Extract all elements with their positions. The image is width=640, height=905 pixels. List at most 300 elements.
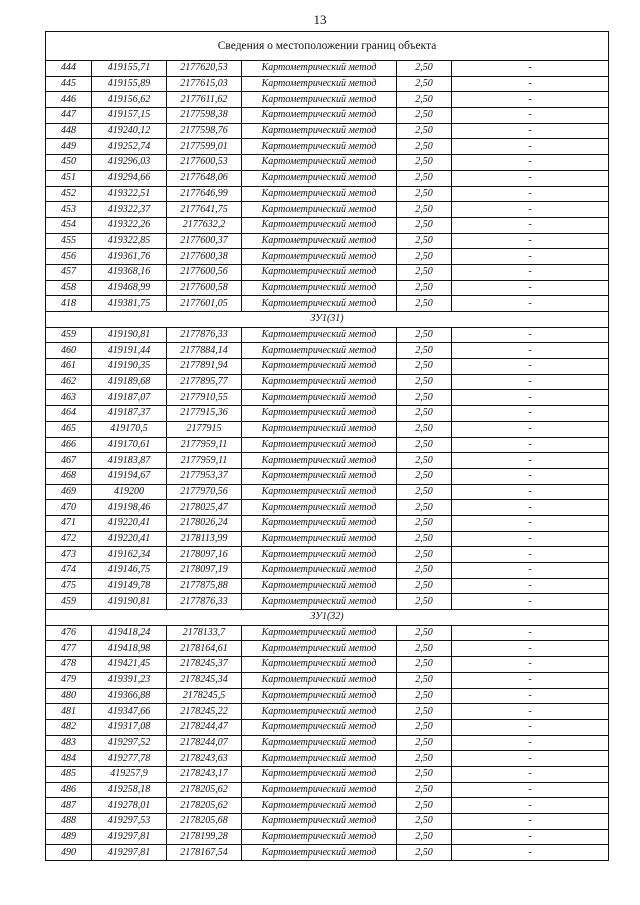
y-coordinate-cell: 2177646,99 [167, 186, 242, 202]
table-row [46, 563, 609, 579]
description-cell: - [452, 563, 609, 579]
method-cell: Картометрический метод [242, 547, 397, 563]
description-cell: - [452, 468, 609, 484]
x-coordinate-cell: 419366,88 [92, 688, 167, 704]
point-number-cell: 456 [46, 249, 92, 265]
x-coordinate-cell: 419162,34 [92, 547, 167, 563]
y-coordinate-cell: 2177895,77 [167, 374, 242, 390]
description-cell: - [452, 814, 609, 830]
y-coordinate-cell: 2177875,88 [167, 578, 242, 594]
y-coordinate-cell: 2178025,47 [167, 500, 242, 516]
y-coordinate-cell: 2177598,76 [167, 123, 242, 139]
description-cell: - [452, 437, 609, 453]
y-coordinate-cell: 2177599,01 [167, 139, 242, 155]
table-row [46, 264, 609, 280]
x-coordinate-cell: 419322,85 [92, 233, 167, 249]
x-coordinate-cell: 419146,75 [92, 563, 167, 579]
x-coordinate-cell: 419190,81 [92, 327, 167, 343]
table-row [46, 751, 609, 767]
x-coordinate-cell: 419296,03 [92, 155, 167, 171]
method-cell: Картометрический метод [242, 578, 397, 594]
accuracy-cell: 2,50 [397, 547, 452, 563]
table-row [46, 249, 609, 265]
y-coordinate-cell: 2177620,53 [167, 61, 242, 77]
point-number-cell: 418 [46, 296, 92, 312]
accuracy-cell: 2,50 [397, 735, 452, 751]
table-row [46, 766, 609, 782]
table-row [46, 343, 609, 359]
accuracy-cell: 2,50 [397, 563, 452, 579]
table-body [46, 32, 609, 861]
point-number-cell: 450 [46, 155, 92, 171]
point-number-cell: 485 [46, 766, 92, 782]
x-coordinate-cell: 419187,07 [92, 390, 167, 406]
description-cell: - [452, 515, 609, 531]
table-row [46, 829, 609, 845]
point-number-cell: 478 [46, 657, 92, 673]
y-coordinate-cell: 2178244,47 [167, 719, 242, 735]
method-cell: Картометрический метод [242, 563, 397, 579]
y-coordinate-cell: 2177876,33 [167, 327, 242, 343]
x-coordinate-cell: 419189,68 [92, 374, 167, 390]
x-coordinate-cell: 419170,5 [92, 421, 167, 437]
method-cell: Картометрический метод [242, 641, 397, 657]
table-row [46, 594, 609, 610]
point-number-cell: 466 [46, 437, 92, 453]
y-coordinate-cell: 2178167,54 [167, 845, 242, 861]
description-cell: - [452, 484, 609, 500]
point-number-cell: 459 [46, 327, 92, 343]
y-coordinate-cell: 2177884,14 [167, 343, 242, 359]
description-cell: - [452, 531, 609, 547]
y-coordinate-cell: 2177953,37 [167, 468, 242, 484]
point-number-cell: 462 [46, 374, 92, 390]
y-coordinate-cell: 2177891,94 [167, 359, 242, 375]
accuracy-cell: 2,50 [397, 453, 452, 469]
y-coordinate-cell: 2178205,68 [167, 814, 242, 830]
y-coordinate-cell: 2177970,56 [167, 484, 242, 500]
x-coordinate-cell: 419240,12 [92, 123, 167, 139]
method-cell: Картометрический метод [242, 139, 397, 155]
accuracy-cell: 2,50 [397, 155, 452, 171]
y-coordinate-cell: 2178097,16 [167, 547, 242, 563]
x-coordinate-cell: 419191,44 [92, 343, 167, 359]
description-cell: - [452, 641, 609, 657]
accuracy-cell: 2,50 [397, 798, 452, 814]
table-row [46, 170, 609, 186]
table-row [46, 578, 609, 594]
point-number-cell: 460 [46, 343, 92, 359]
y-coordinate-cell: 2178244,07 [167, 735, 242, 751]
x-coordinate-cell: 419347,66 [92, 704, 167, 720]
point-number-cell: 453 [46, 202, 92, 218]
accuracy-cell: 2,50 [397, 108, 452, 124]
x-coordinate-cell: 419322,26 [92, 217, 167, 233]
table-row [46, 421, 609, 437]
description-cell: - [452, 421, 609, 437]
point-number-cell: 473 [46, 547, 92, 563]
table-row [46, 515, 609, 531]
point-number-cell: 448 [46, 123, 92, 139]
point-number-cell: 446 [46, 92, 92, 108]
x-coordinate-cell: 419170,61 [92, 437, 167, 453]
point-number-cell: 459 [46, 594, 92, 610]
description-cell: - [452, 719, 609, 735]
accuracy-cell: 2,50 [397, 578, 452, 594]
method-cell: Картометрический метод [242, 92, 397, 108]
accuracy-cell: 2,50 [397, 421, 452, 437]
y-coordinate-cell: 2177600,58 [167, 280, 242, 296]
page-number: 13 [313, 12, 327, 27]
point-number-cell: 483 [46, 735, 92, 751]
method-cell: Картометрический метод [242, 735, 397, 751]
table-row [46, 719, 609, 735]
section-label: ЗУ1(31) [46, 312, 609, 328]
accuracy-cell: 2,50 [397, 92, 452, 108]
point-number-cell: 476 [46, 625, 92, 641]
description-cell: - [452, 123, 609, 139]
accuracy-cell: 2,50 [397, 217, 452, 233]
x-coordinate-cell: 419252,74 [92, 139, 167, 155]
description-cell: - [452, 327, 609, 343]
point-number-cell: 475 [46, 578, 92, 594]
y-coordinate-cell: 2178245,22 [167, 704, 242, 720]
table-row [46, 845, 609, 861]
method-cell: Картометрический метод [242, 76, 397, 92]
description-cell: - [452, 217, 609, 233]
description-cell: - [452, 296, 609, 312]
table-row [46, 61, 609, 77]
accuracy-cell: 2,50 [397, 374, 452, 390]
method-cell: Картометрический метод [242, 719, 397, 735]
description-cell: - [452, 406, 609, 422]
method-cell: Картометрический метод [242, 468, 397, 484]
method-cell: Картометрический метод [242, 798, 397, 814]
point-number-cell: 490 [46, 845, 92, 861]
description-cell: - [452, 233, 609, 249]
x-coordinate-cell: 419317,08 [92, 719, 167, 735]
accuracy-cell: 2,50 [397, 814, 452, 830]
table-row [46, 500, 609, 516]
accuracy-cell: 2,50 [397, 719, 452, 735]
description-cell: - [452, 751, 609, 767]
accuracy-cell: 2,50 [397, 186, 452, 202]
accuracy-cell: 2,50 [397, 641, 452, 657]
point-number-cell: 454 [46, 217, 92, 233]
method-cell: Картометрический метод [242, 625, 397, 641]
point-number-cell: 463 [46, 390, 92, 406]
table-row [46, 782, 609, 798]
description-cell: - [452, 657, 609, 673]
method-cell: Картометрический метод [242, 437, 397, 453]
y-coordinate-cell: 2177915,36 [167, 406, 242, 422]
description-cell: - [452, 766, 609, 782]
description-cell: - [452, 798, 609, 814]
section-row [46, 610, 609, 626]
section-label: ЗУ1(32) [46, 610, 609, 626]
method-cell: Картометрический метод [242, 108, 397, 124]
y-coordinate-cell: 2177648,06 [167, 170, 242, 186]
table-row [46, 704, 609, 720]
x-coordinate-cell: 419361,76 [92, 249, 167, 265]
y-coordinate-cell: 2177600,37 [167, 233, 242, 249]
point-number-cell: 458 [46, 280, 92, 296]
point-number-cell: 451 [46, 170, 92, 186]
table-header-row [46, 32, 609, 61]
accuracy-cell: 2,50 [397, 672, 452, 688]
method-cell: Картометрический метод [242, 374, 397, 390]
description-cell: - [452, 374, 609, 390]
x-coordinate-cell: 419391,23 [92, 672, 167, 688]
description-cell: - [452, 249, 609, 265]
point-number-cell: 477 [46, 641, 92, 657]
point-number-cell: 482 [46, 719, 92, 735]
point-number-cell: 467 [46, 453, 92, 469]
method-cell: Картометрический метод [242, 484, 397, 500]
description-cell: - [452, 92, 609, 108]
table-row [46, 625, 609, 641]
y-coordinate-cell: 2177615,03 [167, 76, 242, 92]
method-cell: Картометрический метод [242, 390, 397, 406]
accuracy-cell: 2,50 [397, 249, 452, 265]
y-coordinate-cell: 2177910,55 [167, 390, 242, 406]
point-number-cell: 447 [46, 108, 92, 124]
method-cell: Картометрический метод [242, 249, 397, 265]
x-coordinate-cell: 419297,81 [92, 845, 167, 861]
table-row [46, 672, 609, 688]
x-coordinate-cell: 419220,41 [92, 515, 167, 531]
description-cell: - [452, 155, 609, 171]
table-row [46, 76, 609, 92]
method-cell: Картометрический метод [242, 594, 397, 610]
table-row [46, 108, 609, 124]
accuracy-cell: 2,50 [397, 468, 452, 484]
y-coordinate-cell: 2178199,28 [167, 829, 242, 845]
x-coordinate-cell: 419220,41 [92, 531, 167, 547]
y-coordinate-cell: 2178097,19 [167, 563, 242, 579]
method-cell: Картометрический метод [242, 186, 397, 202]
x-coordinate-cell: 419421,45 [92, 657, 167, 673]
table-row [46, 374, 609, 390]
y-coordinate-cell: 2177632,2 [167, 217, 242, 233]
table-row [46, 657, 609, 673]
y-coordinate-cell: 2178026,24 [167, 515, 242, 531]
section-row [46, 312, 609, 328]
table-row [46, 453, 609, 469]
y-coordinate-cell: 2178164,61 [167, 641, 242, 657]
point-number-cell: 481 [46, 704, 92, 720]
x-coordinate-cell: 419198,46 [92, 500, 167, 516]
point-number-cell: 470 [46, 500, 92, 516]
x-coordinate-cell: 419297,53 [92, 814, 167, 830]
point-number-cell: 472 [46, 531, 92, 547]
point-number-cell: 464 [46, 406, 92, 422]
accuracy-cell: 2,50 [397, 123, 452, 139]
table-row [46, 531, 609, 547]
table-row [46, 406, 609, 422]
description-cell: - [452, 139, 609, 155]
accuracy-cell: 2,50 [397, 390, 452, 406]
accuracy-cell: 2,50 [397, 688, 452, 704]
description-cell: - [452, 594, 609, 610]
description-cell: - [452, 186, 609, 202]
x-coordinate-cell: 419297,52 [92, 735, 167, 751]
method-cell: Картометрический метод [242, 814, 397, 830]
y-coordinate-cell: 2178245,37 [167, 657, 242, 673]
method-cell: Картометрический метод [242, 359, 397, 375]
x-coordinate-cell: 419322,51 [92, 186, 167, 202]
point-number-cell: 457 [46, 264, 92, 280]
x-coordinate-cell: 419183,87 [92, 453, 167, 469]
accuracy-cell: 2,50 [397, 202, 452, 218]
accuracy-cell: 2,50 [397, 61, 452, 77]
accuracy-cell: 2,50 [397, 359, 452, 375]
description-cell: - [452, 280, 609, 296]
x-coordinate-cell: 419190,35 [92, 359, 167, 375]
y-coordinate-cell: 2177600,53 [167, 155, 242, 171]
y-coordinate-cell: 2177959,11 [167, 437, 242, 453]
y-coordinate-cell: 2177601,05 [167, 296, 242, 312]
method-cell: Картометрический метод [242, 202, 397, 218]
method-cell: Картометрический метод [242, 688, 397, 704]
x-coordinate-cell: 419194,67 [92, 468, 167, 484]
point-number-cell: 488 [46, 814, 92, 830]
method-cell: Картометрический метод [242, 829, 397, 845]
y-coordinate-cell: 2177641,75 [167, 202, 242, 218]
table-row [46, 798, 609, 814]
method-cell: Картометрический метод [242, 766, 397, 782]
method-cell: Картометрический метод [242, 264, 397, 280]
y-coordinate-cell: 2178245,34 [167, 672, 242, 688]
x-coordinate-cell: 419155,89 [92, 76, 167, 92]
method-cell: Картометрический метод [242, 123, 397, 139]
description-cell: - [452, 264, 609, 280]
table-row [46, 437, 609, 453]
description-cell: - [452, 390, 609, 406]
x-coordinate-cell: 419368,16 [92, 264, 167, 280]
accuracy-cell: 2,50 [397, 829, 452, 845]
point-number-cell: 487 [46, 798, 92, 814]
accuracy-cell: 2,50 [397, 531, 452, 547]
y-coordinate-cell: 2177915 [167, 421, 242, 437]
table-row [46, 280, 609, 296]
accuracy-cell: 2,50 [397, 657, 452, 673]
description-cell: - [452, 202, 609, 218]
description-cell: - [452, 688, 609, 704]
table-row [46, 202, 609, 218]
point-number-cell: 452 [46, 186, 92, 202]
point-number-cell: 444 [46, 61, 92, 77]
accuracy-cell: 2,50 [397, 343, 452, 359]
table-row [46, 359, 609, 375]
table-row [46, 296, 609, 312]
method-cell: Картометрический метод [242, 453, 397, 469]
table-row [46, 186, 609, 202]
point-number-cell: 484 [46, 751, 92, 767]
y-coordinate-cell: 2177611,62 [167, 92, 242, 108]
method-cell: Картометрический метод [242, 343, 397, 359]
accuracy-cell: 2,50 [397, 594, 452, 610]
accuracy-cell: 2,50 [397, 437, 452, 453]
method-cell: Картометрический метод [242, 500, 397, 516]
y-coordinate-cell: 2177600,56 [167, 264, 242, 280]
method-cell: Картометрический метод [242, 233, 397, 249]
method-cell: Картометрический метод [242, 751, 397, 767]
x-coordinate-cell: 419418,24 [92, 625, 167, 641]
x-coordinate-cell: 419190,81 [92, 594, 167, 610]
point-number-cell: 480 [46, 688, 92, 704]
accuracy-cell: 2,50 [397, 327, 452, 343]
point-number-cell: 474 [46, 563, 92, 579]
method-cell: Картометрический метод [242, 406, 397, 422]
y-coordinate-cell: 2178133,7 [167, 625, 242, 641]
x-coordinate-cell: 419200 [92, 484, 167, 500]
table-row [46, 123, 609, 139]
method-cell: Картометрический метод [242, 657, 397, 673]
method-cell: Картометрический метод [242, 531, 397, 547]
point-number-cell: 471 [46, 515, 92, 531]
table-row [46, 92, 609, 108]
accuracy-cell: 2,50 [397, 766, 452, 782]
accuracy-cell: 2,50 [397, 264, 452, 280]
table-row [46, 688, 609, 704]
table-row [46, 327, 609, 343]
description-cell: - [452, 108, 609, 124]
accuracy-cell: 2,50 [397, 500, 452, 516]
point-number-cell: 455 [46, 233, 92, 249]
x-coordinate-cell: 419277,78 [92, 751, 167, 767]
method-cell: Картометрический метод [242, 327, 397, 343]
description-cell: - [452, 845, 609, 861]
method-cell: Картометрический метод [242, 845, 397, 861]
point-number-cell: 461 [46, 359, 92, 375]
accuracy-cell: 2,50 [397, 751, 452, 767]
method-cell: Картометрический метод [242, 61, 397, 77]
point-number-cell: 486 [46, 782, 92, 798]
point-number-cell: 479 [46, 672, 92, 688]
accuracy-cell: 2,50 [397, 296, 452, 312]
description-cell: - [452, 625, 609, 641]
table-row [46, 155, 609, 171]
method-cell: Картометрический метод [242, 782, 397, 798]
accuracy-cell: 2,50 [397, 406, 452, 422]
point-number-cell: 469 [46, 484, 92, 500]
y-coordinate-cell: 2178205,62 [167, 798, 242, 814]
x-coordinate-cell: 419149,78 [92, 578, 167, 594]
y-coordinate-cell: 2178245,5 [167, 688, 242, 704]
y-coordinate-cell: 2178243,63 [167, 751, 242, 767]
table-row [46, 484, 609, 500]
y-coordinate-cell: 2177959,11 [167, 453, 242, 469]
accuracy-cell: 2,50 [397, 280, 452, 296]
x-coordinate-cell: 419418,98 [92, 641, 167, 657]
boundary-coordinates-table [45, 31, 609, 861]
x-coordinate-cell: 419468,99 [92, 280, 167, 296]
y-coordinate-cell: 2178205,62 [167, 782, 242, 798]
description-cell: - [452, 829, 609, 845]
table-row [46, 139, 609, 155]
x-coordinate-cell: 419297,81 [92, 829, 167, 845]
x-coordinate-cell: 419155,71 [92, 61, 167, 77]
x-coordinate-cell: 419381,75 [92, 296, 167, 312]
x-coordinate-cell: 419257,9 [92, 766, 167, 782]
description-cell: - [452, 672, 609, 688]
method-cell: Картометрический метод [242, 155, 397, 171]
x-coordinate-cell: 419294,66 [92, 170, 167, 186]
accuracy-cell: 2,50 [397, 704, 452, 720]
point-number-cell: 445 [46, 76, 92, 92]
y-coordinate-cell: 2177598,38 [167, 108, 242, 124]
